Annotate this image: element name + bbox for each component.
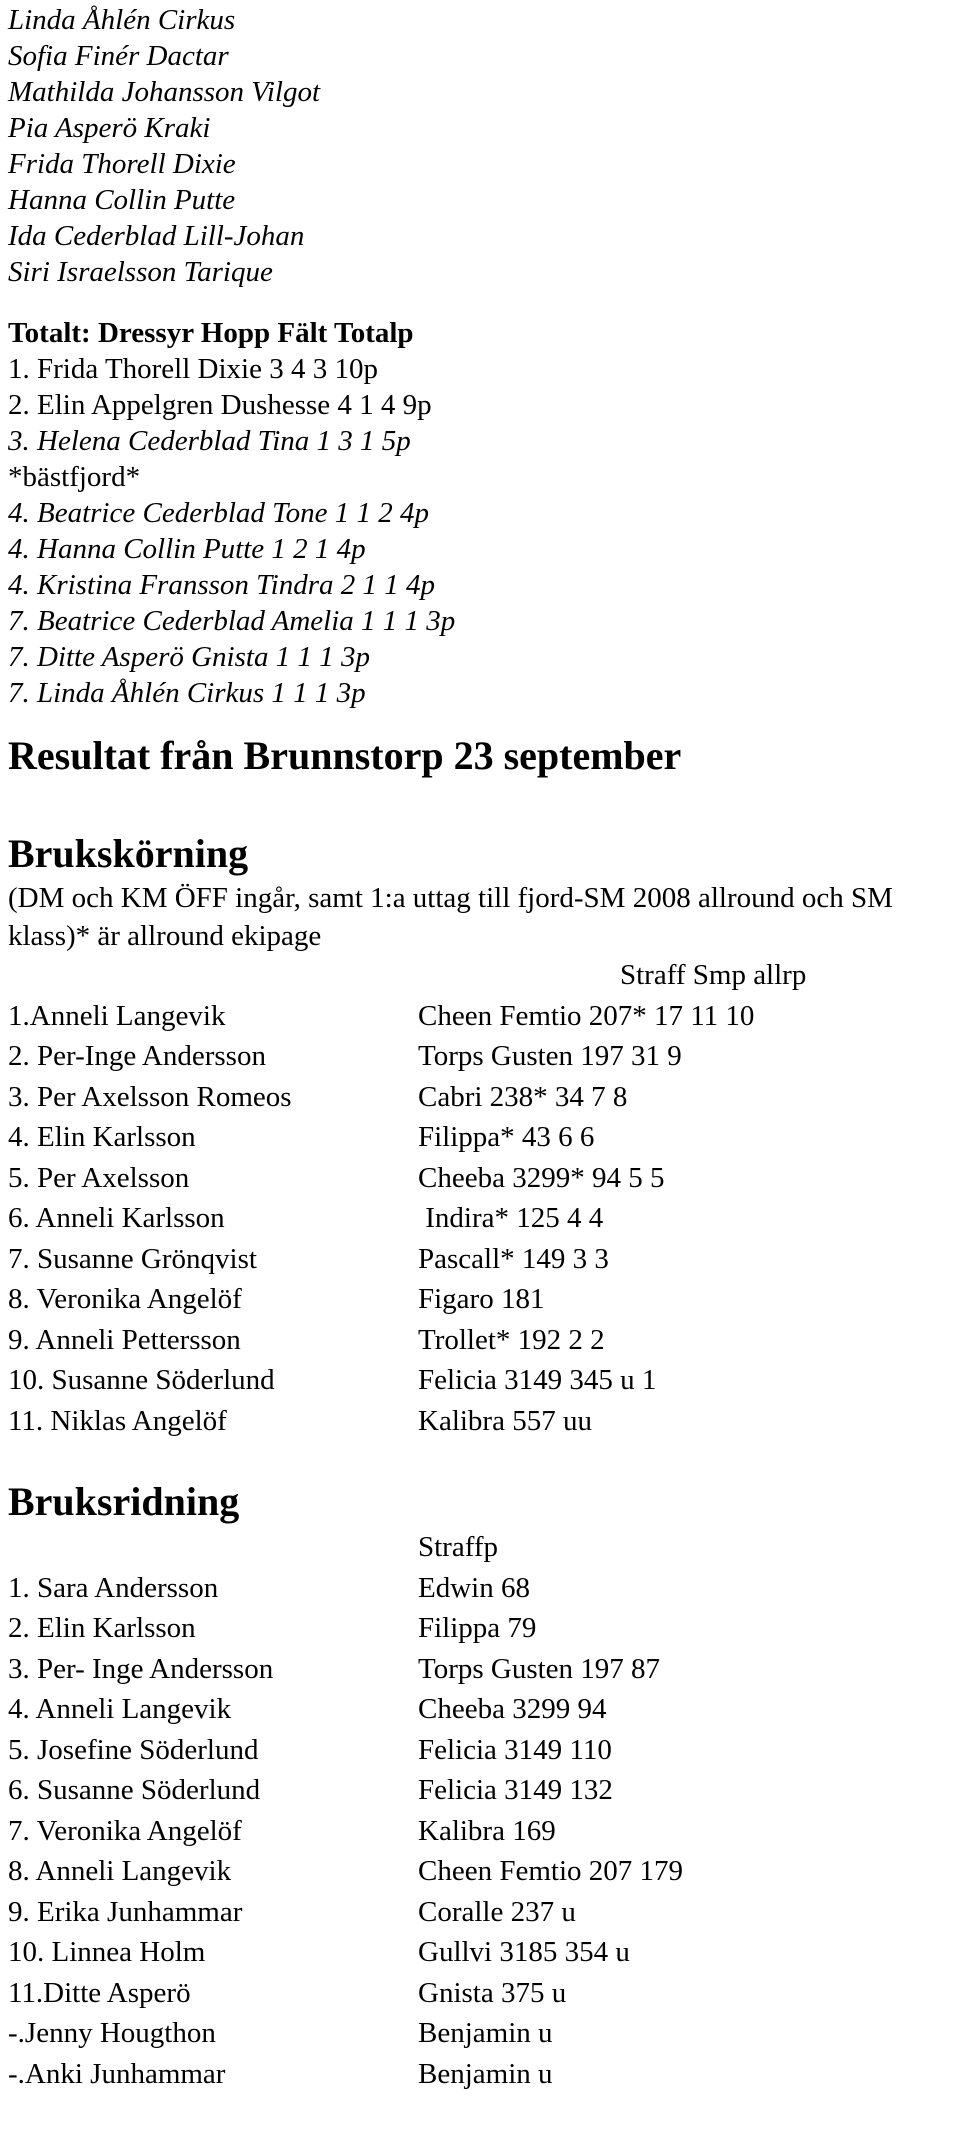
competitor-result: Kalibra 557 uu: [418, 1404, 592, 1437]
competitor-result: Cheen Femtio 207 179: [418, 1855, 684, 1887]
top-list: [8, 2, 948, 290]
table-row: [8, 1401, 948, 1442]
competitor-result: Edwin 68: [418, 1571, 530, 1604]
brukskorning-title: Brukskörning: [8, 831, 249, 876]
competitor-result: Trollet* 192 2 2: [418, 1323, 605, 1356]
competitor-name: 10. Susanne Söderlund: [8, 1364, 275, 1396]
table-row: [8, 1279, 948, 1320]
competitor-result: Cheeba 3299* 94 5 5: [418, 1161, 665, 1194]
table-row: [8, 1892, 948, 1933]
table-row: [8, 1608, 948, 1649]
table-row: [8, 1770, 948, 1811]
totals-row: 4. Hanna Collin Putte 1 2 1 4p: [8, 533, 366, 565]
competitor-result: Kalibra 169: [418, 1814, 556, 1847]
table-row: [8, 1811, 948, 1852]
competitor-name: 8. Veronika Angelöf: [8, 1283, 242, 1315]
totals-row: 4. Kristina Fransson Tindra 2 1 1 4p: [8, 569, 436, 601]
competitor-name: 8. Anneli Langevik: [8, 1855, 232, 1887]
spacer: [8, 781, 948, 829]
competitor-name: 11. Niklas Angelöf: [8, 1404, 227, 1437]
table-row: [8, 1851, 948, 1892]
totals-section: [8, 315, 948, 711]
bruksridning-section: [8, 1477, 948, 2094]
competitor-name: 2. Elin Karlsson: [8, 1612, 196, 1644]
competitor-name: 2. Per-Inge Andersson: [8, 1040, 266, 1072]
table-row: [8, 1198, 948, 1239]
competitor-name: 3. Per- Inge Andersson: [8, 1652, 274, 1685]
competitor-result: Torps Gusten 197 87: [418, 1652, 661, 1685]
competitor-result: Felicia 3149 345 u 1: [418, 1364, 657, 1396]
competitor-name: 1.Anneli Langevik: [8, 999, 226, 1032]
table-row: [8, 1036, 948, 1077]
competitor-result: Gullvi 3185 354 u: [418, 1936, 630, 1968]
table-row: [8, 1077, 948, 1118]
table-row: [8, 1649, 948, 1690]
list-item: Ida Cederblad Lill-Johan: [8, 220, 305, 252]
competitor-name: 5. Per Axelsson: [8, 1161, 190, 1194]
totals-row: 7. Linda Åhlén Cirkus 1 1 1 3p: [8, 677, 366, 709]
table-row: [8, 1158, 948, 1199]
list-item: Pia Asperö Kraki: [8, 112, 211, 144]
table-row: [8, 1689, 948, 1730]
totals-row: 1. Frida Thorell Dixie 3 4 3 10p: [8, 353, 378, 385]
spacer: [8, 290, 948, 315]
competitor-result: Torps Gusten 197 31 9: [418, 1040, 682, 1072]
table-row: [8, 1320, 948, 1361]
competitor-name: 4. Anneli Langevik: [8, 1693, 232, 1725]
totals-header: Totalt: Dressyr Hopp Fält Totalp: [8, 317, 414, 349]
columns-label: Straffp: [418, 1531, 499, 1563]
table-row: [8, 2054, 948, 2095]
competitor-result: Filippa* 43 6 6: [418, 1121, 595, 1153]
competitor-name: -.Anki Junhammar: [8, 2057, 226, 2090]
totals-row: 2. Elin Appelgren Dushesse 4 1 4 9p: [8, 389, 432, 421]
table-row: [8, 1360, 948, 1401]
competitor-name: 7. Susanne Grönqvist: [8, 1242, 257, 1275]
competitor-result: Cheen Femtio 207* 17 11 10: [418, 999, 755, 1032]
competitor-name: 3. Per Axelsson Romeos: [8, 1080, 292, 1113]
columns-label: Straff Smp allrp: [620, 959, 807, 991]
competitor-name: 1. Sara Andersson: [8, 1571, 219, 1604]
table-row: [8, 1239, 948, 1280]
list-item: Mathilda Johansson Vilgot: [8, 76, 321, 108]
competitor-result: Benjamin u: [418, 2017, 553, 2049]
competitor-result: Figaro 181: [418, 1283, 545, 1315]
spacer: [8, 711, 948, 731]
table-row: [8, 2013, 948, 2054]
competitor-name: 9. Erika Junhammar: [8, 1895, 243, 1928]
list-item: Sofia Finér Dactar: [8, 40, 229, 72]
competitor-result: Indira* 125 4 4: [418, 1202, 604, 1234]
competitor-name: 7. Veronika Angelöf: [8, 1814, 242, 1847]
spacer: [8, 1441, 948, 1477]
brukskorning-description: (DM och KM ÖFF ingår, samt 1:a uttag till fjord-SM 2008 allround och SM klass)* är allround ekipage: [8, 882, 893, 952]
results-title: Resultat från Brunnstorp 23 september: [8, 733, 682, 778]
competitor-result: Cheeba 3299 94: [418, 1693, 607, 1725]
competitor-name: 6. Susanne Söderlund: [8, 1774, 261, 1806]
totals-row: 4. Beatrice Cederblad Tone 1 1 2 4p: [8, 497, 429, 529]
table-row: [8, 1932, 948, 1973]
competitor-name: 4. Elin Karlsson: [8, 1121, 196, 1153]
competitor-result: Coralle 237 u: [418, 1895, 576, 1928]
list-item: Linda Åhlén Cirkus: [8, 4, 236, 36]
totals-row: 7. Ditte Asperö Gnista 1 1 1 3p: [8, 641, 370, 673]
brukskorning-section: [8, 829, 948, 1441]
table-row: [8, 1117, 948, 1158]
competitor-result: Pascall* 149 3 3: [418, 1242, 609, 1275]
list-item: Hanna Collin Putte: [8, 184, 236, 216]
table-row: [8, 996, 948, 1037]
competitor-name: 9. Anneli Pettersson: [8, 1323, 241, 1356]
competitor-name: 5. Josefine Söderlund: [8, 1733, 259, 1766]
bruksridning-columns-header: [8, 1527, 948, 1568]
competitor-result: Cabri 238* 34 7 8: [418, 1080, 628, 1113]
competitor-name: -.Jenny Hougthon: [8, 2017, 216, 2049]
bruksridning-title: Bruksridning: [8, 1479, 240, 1524]
document-page: [8, 2, 948, 2094]
table-row: [8, 1568, 948, 1609]
table-row: [8, 1973, 948, 2014]
totals-row: 3. Helena Cederblad Tina 1 3 1 5p: [8, 425, 411, 457]
brukskorning-columns-header: [8, 955, 948, 996]
competitor-result: Benjamin u: [418, 2057, 553, 2090]
competitor-result: Felicia 3149 110: [418, 1733, 612, 1766]
competitor-name: 11.Ditte Asperö: [8, 1976, 191, 2009]
totals-row: 7. Beatrice Cederblad Amelia 1 1 1 3p: [8, 605, 456, 637]
totals-note: *bästfjord*: [8, 461, 141, 493]
competitor-result: Filippa 79: [418, 1612, 537, 1644]
table-row: [8, 1730, 948, 1771]
competitor-result: Gnista 375 u: [418, 1976, 567, 2009]
competitor-result: Felicia 3149 132: [418, 1774, 613, 1806]
list-item: Frida Thorell Dixie: [8, 148, 236, 180]
list-item: Siri Israelsson Tarique: [8, 256, 273, 288]
competitor-name: 10. Linnea Holm: [8, 1936, 206, 1968]
competitor-name: 6. Anneli Karlsson: [8, 1202, 225, 1234]
